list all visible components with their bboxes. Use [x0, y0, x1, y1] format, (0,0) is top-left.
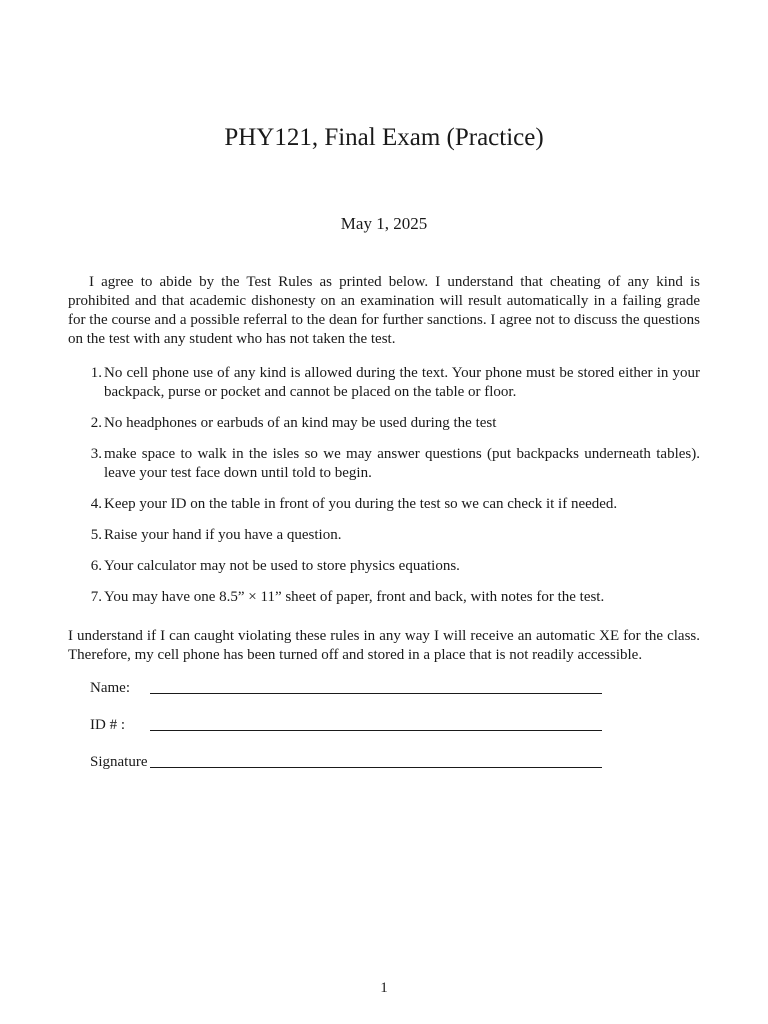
rule-item: [68, 414, 700, 433]
rule-item: [68, 526, 700, 545]
rule-number: 2.: [90, 415, 102, 431]
rule-text: You may have one 8.5” × 11” sheet of paper, front and back, with notes for the test.: [104, 589, 605, 605]
rule-item: [68, 445, 700, 483]
rule-item: [68, 588, 700, 607]
signature-label: Signature: [90, 754, 148, 770]
rule-number: 6.: [90, 558, 102, 574]
rule-text: make space to walk in the isles so we may answer questions (put backpacks underneath tables). leave your test face down until told to begin.: [104, 446, 700, 481]
rule-number: 1.: [90, 365, 102, 381]
name-line[interactable]: [150, 693, 602, 694]
rule-text: No headphones or earbuds of an kind may be used during the test: [104, 415, 497, 431]
rule-number: 4.: [90, 496, 102, 512]
rule-item: [68, 495, 700, 514]
page-number: 1: [380, 980, 388, 996]
agreement-paragraph: I agree to abide by the Test Rules as printed below. I understand that cheating of any kind is prohibited and that academic dishonesty on an examination will result automatically in a failing grade for the course and a possible referral to the dean for further sanctions. I agree not to discuss the questions on the test with any student who has not taken the test.: [68, 274, 700, 347]
signature-field[interactable]: [90, 753, 602, 773]
rule-text: Your calculator may not be used to store physics equations.: [104, 558, 460, 574]
acknowledgement-paragraph: I understand if I can caught violating these rules in any way I will receive an automatic XE for the class. Therefore, my cell phone has been turned off and stored in a place that is not readily accessible.: [68, 628, 700, 663]
id-field[interactable]: [90, 716, 602, 736]
rule-number: 5.: [90, 527, 102, 543]
rule-number: 3.: [90, 446, 102, 462]
name-field[interactable]: [90, 679, 602, 699]
id-label: ID # :: [90, 717, 125, 733]
rule-text: Keep your ID on the table in front of you during the test so we can check it if needed.: [104, 496, 618, 512]
signature-line[interactable]: [150, 767, 602, 768]
rule-text: Raise your hand if you have a question.: [104, 527, 342, 543]
test-rules-list: [68, 364, 700, 619]
id-line[interactable]: [150, 730, 602, 731]
rule-number: 7.: [90, 589, 102, 605]
exam-date: May 1, 2025: [340, 214, 428, 233]
rule-text: No cell phone use of any kind is allowed during the text. Your phone must be stored either in your backpack, purse or pocket and cannot be placed on the table or floor.: [104, 365, 700, 400]
rule-item: [68, 364, 700, 402]
rule-item: [68, 557, 700, 576]
name-label: Name:: [90, 680, 130, 696]
exam-title: PHY121, Final Exam (Practice): [224, 124, 544, 151]
